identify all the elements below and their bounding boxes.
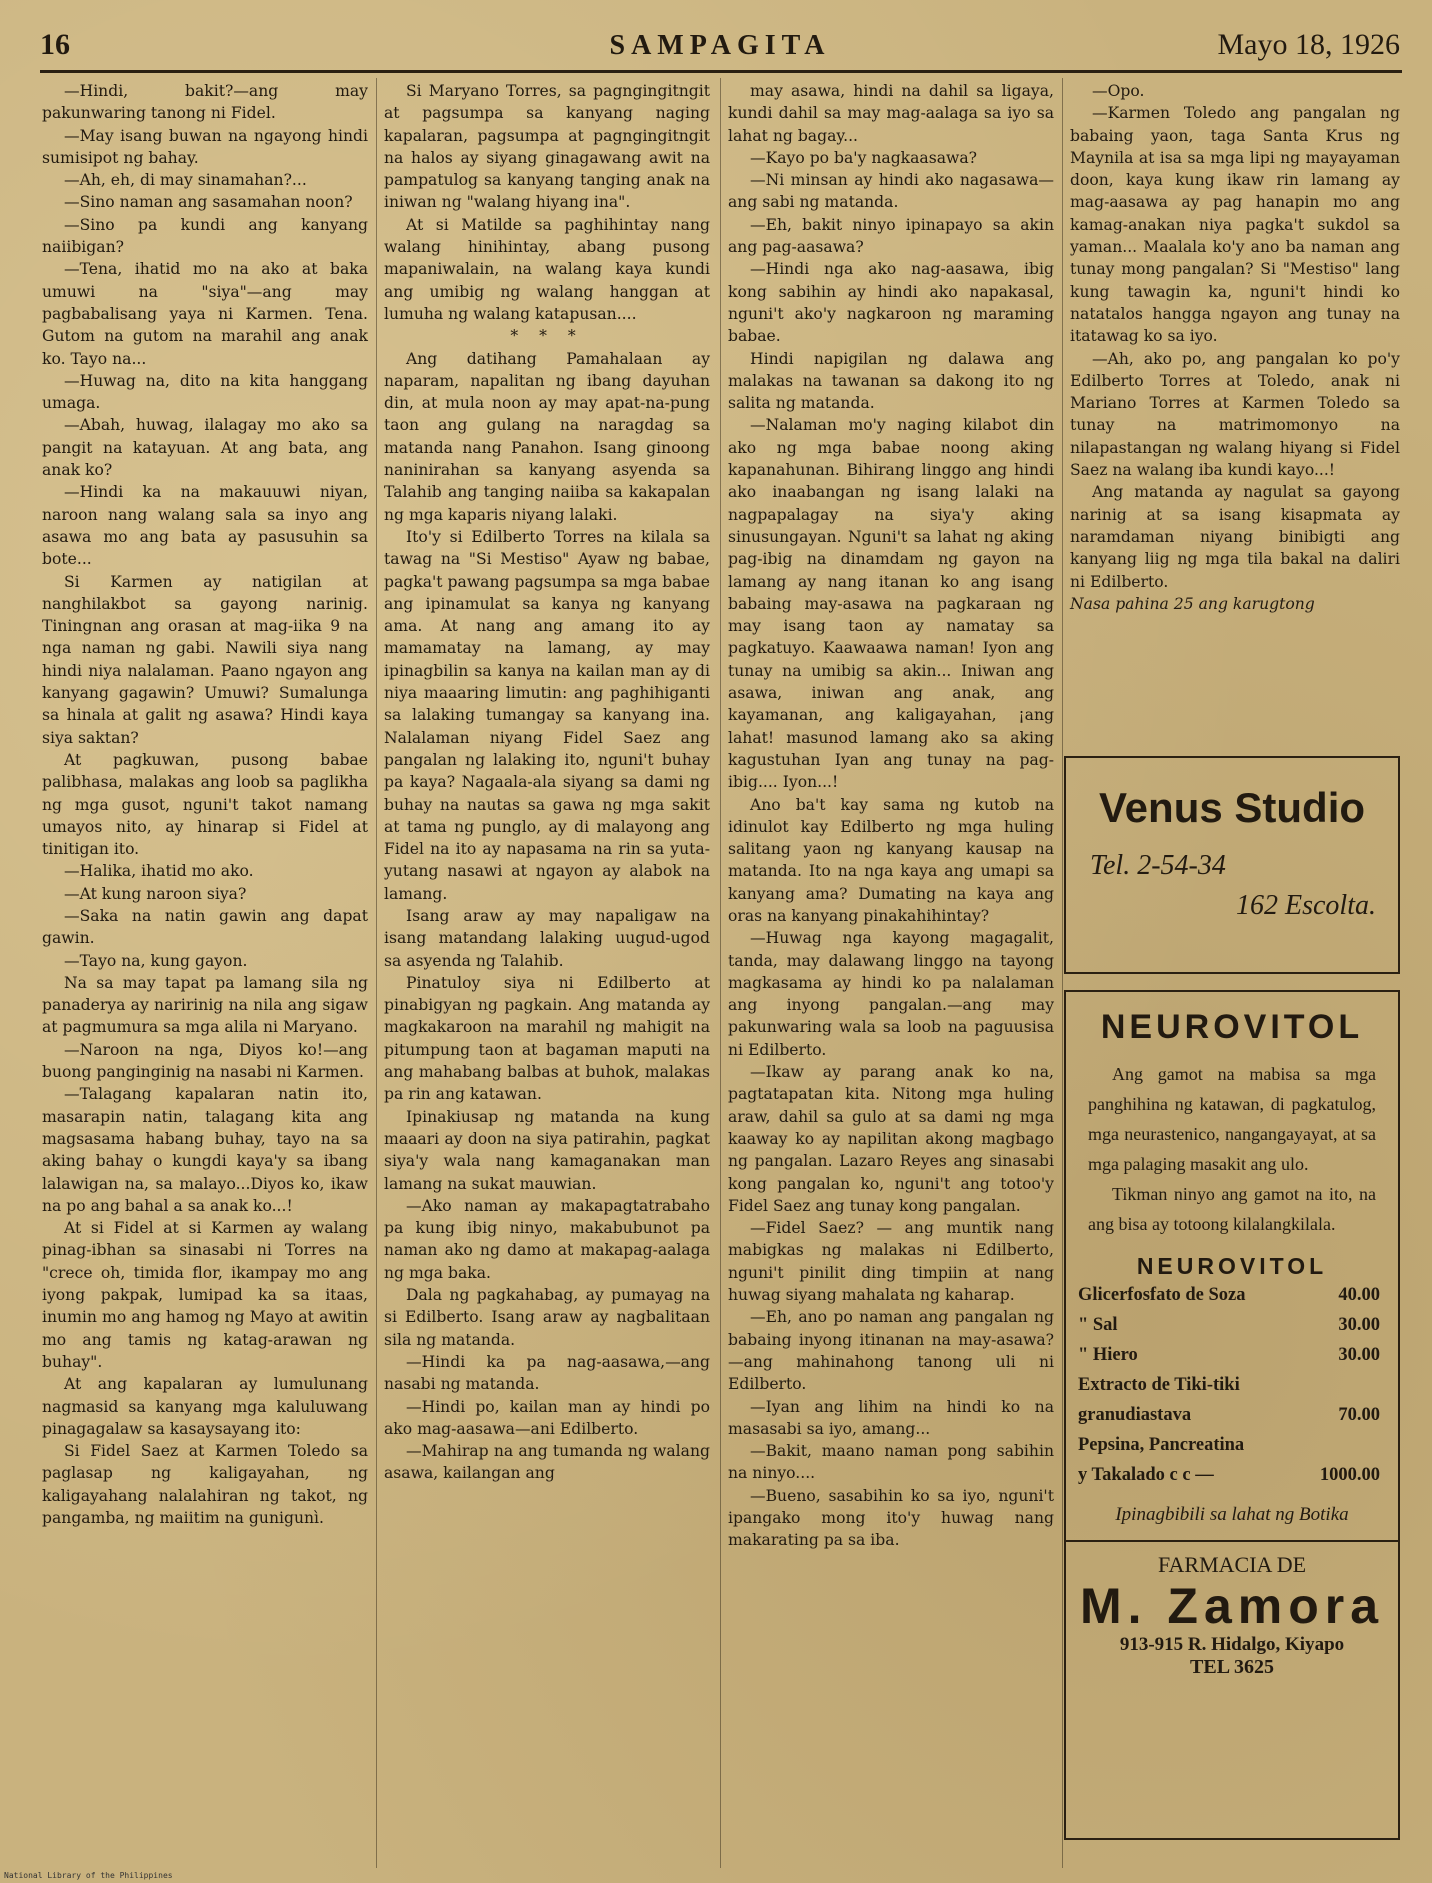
venus-studio-name: Venus Studio (1098, 784, 1366, 831)
paragraph: Ipinakiusap ng matanda na kung maaari ay doon na siya patirahin, pagkat siya'y wala nang kamaganakan man lamang na sukat mauwian. (384, 1107, 710, 1193)
paragraph: Ang datihang Pamahalaan ay naparam, napalitan ng ibang dayuhan din, at mula noon ay may apat-na-pung taon ang gulang na naragdag sa matanda nang Panahon. Isang ginoong naninirahan sa kanyang asyenda sa Talahib ang tanging naiiba sa kakapalan ng mga kaparis niyang lalaki. (384, 349, 710, 524)
article-column-1 (42, 80, 368, 1529)
article-column-2 (384, 80, 710, 1485)
product-price: 70.00 (1338, 1405, 1380, 1425)
ad-divider (1066, 1540, 1398, 1542)
masthead: SAMPAGITA (609, 30, 831, 61)
neurovitol-price-list (1066, 1280, 1398, 1490)
paragraph: —Nalaman mo'y naging kilabot din ako ng mga babae noong aking kapanahunan. Bihirang linggo ang hindi ako inaabangan ng isang lalaki na nagpapalagay na siya'y aking sinusungayan. Nguni't sa lahat ng aking pag-ibig na dinamdam ng gayon na lamang ay nang itanan ko ang isang babaing may-asawa na pagkaraan ng may isang taon ay namatay sa pagkatuyo. Kaawaawa naman! Iyon ang tunay na umibig sa akin... Iniwan ang asawa, iniwan ang anak, ang kayamanan, ang kaligayahan, ¡ang lahat! masunod lamang ako sa aking kagustuhan Iyan ang tunay na pag-ibig.... Iyon...! (728, 416, 1054, 792)
pharmacy-address: 913-915 R. Hidalgo, Kiyapo (1119, 1634, 1345, 1655)
paragraph: —Sino pa kundi ang kanyang naiibigan? (42, 215, 368, 257)
paragraph: —Hindi ka pa nag-aasawa,—ang nasabi ng matanda. (384, 1352, 710, 1394)
price-row (1066, 1400, 1398, 1430)
paragraph: Si Fidel Saez at Karmen Toledo sa paglasap ng kaligayahan, ng kaligayahang nalalahiran ng takot, ng pangamba, ng maiitim na gunigunì. (42, 1442, 368, 1527)
product-name: " Hiero (1078, 1345, 1138, 1365)
paragraph: —Ah, eh, di may sinamahan?... (64, 171, 307, 190)
price-row (1066, 1430, 1398, 1460)
product-price: 30.00 (1338, 1345, 1380, 1365)
paragraph: —May isang buwan na ngayong hindi sumisipot ng bahay. (42, 126, 368, 167)
column-divider (1062, 78, 1063, 1868)
product-name: Pepsina, Pancreatina (1078, 1435, 1245, 1455)
paragraph: —Naroon na nga, Diyos ko!—ang buong panginginig na nasabi ni Karmen. (42, 1040, 368, 1082)
neurovitol-subtitle: NEUROVITOL (1136, 1253, 1328, 1279)
paragraph: Isang araw ay may napaligaw na isang matandang lalaking uugud-ugod sa asyenda ng Talahib. (384, 906, 710, 970)
paragraph: Si Karmen ay natigilan at nanghilakbot sa gayong narinig. Tiningnan ang orasan at mag-iika 9 na nga naman ng gabi. Nawili siya nang hindi niya nalalaman. Paano ngayon ang kanyang gagawin? Umuwi? Sumalunga sa hinala at galit ng asawa? Hindi kaya siya saktan? (42, 572, 368, 747)
product-name: granudiastava (1078, 1405, 1192, 1425)
paragraph: —Mahirap na ang tumanda ng walang asawa, kailangan ang (384, 1442, 710, 1483)
neurovitol-description (1066, 1047, 1398, 1239)
paragraph: Ano ba't kay sama ng kutob na idinulot kay Edilberto ng mga huling salitang yaon ng kanyang kausap na matanda. Ito na nga kaya ang umapi sa kanyang ama? Dumating na kaya ang oras na kanyang pinakahihintay? (728, 795, 1054, 925)
venus-studio-ad (1064, 756, 1400, 974)
page-header (40, 28, 1400, 68)
paragraph: —Abah, huwag, ilalagay mo ako sa pangit na katayuan. At ang bata, ang anak ko? (42, 416, 368, 480)
paragraph: —Fidel Saez? — ang muntik nang mabigkas ng malakas ni Edilberto, nguni't pinilit ding timpiin at nang huwag siyang mahalata ng kaharap. (728, 1219, 1054, 1305)
paragraph: —Halika, ihatid mo ako. (64, 862, 254, 881)
header-rule (40, 70, 1402, 73)
paragraph: Ito'y si Edilberto Torres na kilala sa tawag na "Si Mestiso" Ayaw ng babae, pagka't pawang pagsumpa sa mga babae ang ipinamulat sa kanya ng kanyang ama. At nang ang amang ito ay mamamatay na lamang, ay may ipinagbilin sa kanya na kailan man ay di niya maaaring limutin: ang paghihiganti sa lalaking tumangay sa kanyang ina. Nalalaman niyang Fidel Saez ang pangalan ng lalaking ito, nguni't buhay pa kaya? Nagaala-ala siyang sa dami ng buhay na nautas sa gawa ng mga sakit at tama ng punglo, ay di malayong ang Fidel na ito ay napasama na rin sa yuta-yutang nasawi at ngayon ay alabok na lamang. (384, 527, 710, 903)
product-name: Extracto de Tiki-tiki (1078, 1375, 1240, 1395)
paragraph: At pagkuwan, pusong babae palibhasa, malakas ang loob sa paglikha ng mga gusot, nguni't takot namang umayos nito, ay hinarap si Fidel at tinitigan ito. (42, 750, 368, 859)
paragraph: At si Matilde sa paghihintay nang walang hinihintay, abang pusong mapaniwalain, na walang kaya kundi ang umibig ng walang hanggan at lumuha ng walang katapusan.... (384, 215, 710, 323)
paragraph: Dala ng pagkahabag, ay pumayag na si Edilberto. Isang araw ay nagbalitaan sila ng matanda. (384, 1286, 710, 1349)
paragraph: —Ni minsan ay hindi ako nagasawa—ang sabi ng matanda. (728, 171, 1054, 212)
paragraph: —Bueno, sasabihin ko sa iyo, nguni't ipangako mong ito'y huwag nang makarating pa sa iba. (728, 1486, 1054, 1550)
paragraph: At si Fidel at si Karmen ay walang pinag-ibhan sa sinasabi ni Torres na "crece oh, timida flor, ikampay mo ang iyong pakpak, lumipad ka sa itaas, inumin mo ang hamog ng Mayo at awitin mo ang tamis ng katag-arawan ng buhay". (42, 1219, 368, 1371)
article-column-4 (1070, 80, 1400, 615)
paragraph: Ang matanda ay nagulat sa gayong narinig at sa isang kisapmata ay naramdaman niyang binibigti ang kanyang liig ng mga tila bakal na daliri ni Edilberto. (1070, 483, 1400, 591)
paragraph: —Iyan ang lihim na hindi ko na masasabi sa iyo, amang... (728, 1397, 1054, 1438)
neurovitol-ad (1064, 990, 1400, 1840)
paragraph: —Eh, bakit ninyo ipinapayo sa akin ang pag-aasawa? (728, 215, 1054, 257)
column-divider (376, 78, 377, 1868)
venus-studio-address: 162 Escolta. (1236, 890, 1376, 921)
product-price: 1000.00 (1319, 1465, 1380, 1485)
paragraph: At ang kapalaran ay lumulunang nagmasid sa kanyang mga kaluluwang pinagagalaw sa kasaysayang ito: (42, 1375, 368, 1438)
pharmacy-name: M. Zamora (1079, 1578, 1385, 1634)
continued-note: Nasa pahina 25 ang karugtong (1070, 594, 1315, 613)
paragraph: —Eh, ano po naman ang pangalan ng babaing inyong itinanan na may-asawa?—ang mahinahong tanong uli ni Edilberto. (728, 1308, 1054, 1394)
paragraph: —Talagang kapalaran natin ito, masarapin natin, talagang kita ang magsasama habang buhay, tayo na sa aking bahay o kungdi kaya'y sa ibang lalawigan na, sa malayo...Diyos ko, ikaw na po ang bahal a sa anak ko...! (42, 1085, 368, 1215)
pharmacy-tel: TEL 3625 (1190, 1656, 1274, 1678)
paragraph: —Bakit, maano naman pong sabihin na ninyo.... (728, 1442, 1054, 1483)
neurovitol-title: NEUROVITOL (1100, 1008, 1364, 1046)
paragraph: —Huwag na, dito na kita hanggang umaga. (42, 371, 368, 413)
paragraph: —Kayo po ba'y nagkaasawa? (750, 148, 978, 167)
paragraph: * * * (510, 327, 584, 346)
price-row (1066, 1460, 1398, 1490)
paragraph: —Karmen Toledo ang pangalan ng babaing yaon, taga Santa Krus ng Maynila at isa sa mga lipi ng mayayaman doon, kaya kung ikaw rin lamang ay mag-aasawa ay pag hanapin mo ang kamag-anakan niya pagka't sukdol sa yaman... Maalala ko'y ano ba naman ang tunay mong pangalan? Si "Mestiso" lang kung tawagin ka, nguni't hindi ko natatalos hangga ngayon ang tunay na itatawag ko sa iyo. (1070, 104, 1400, 346)
paragraph: —Hindi nga ako nag-aasawa, ibig kong sabihin ay hindi ako napakasal, nguni't ako'y nagkaroon ng maraming babae. (728, 260, 1054, 346)
product-price: 40.00 (1338, 1285, 1380, 1305)
price-row (1066, 1280, 1398, 1310)
pharmacy-label: FARMACIA DE (1157, 1552, 1307, 1577)
paragraph: —Ako naman ay makapagtatrabaho pa kung ibig ninyo, makabubunot pa naman ako ng damo at makapag-aalaga ng mga baka. (384, 1196, 710, 1282)
price-row (1066, 1340, 1398, 1370)
product-name: Glicerfosfato de Soza (1078, 1285, 1246, 1305)
paragraph: Si Maryano Torres, sa pagngingitngit at pagsumpa sa kanyang naging kapalaran, pagsumpa at pagngingitngit na halos ay siyang ginagawang awit na pampatulog sa kanyang tanging anak na iniwan ng "walang hiyang ina". (384, 82, 710, 212)
library-credit: National Library of the Philippines (4, 1871, 173, 1880)
paragraph: —Ikaw ay parang anak ko na, pagtatapatan kita. Nitong mga huling araw, dahil sa gulo at sa dami ng mga kaaway ko ay napilitan akong magbago ng pangalan. Lazaro Reyes ang sinasabi kong pangalan ko, nguni't ang totoo'y Fidel Saez ang tunay kong pangalan. (728, 1063, 1054, 1215)
paragraph: —Ah, ako po, ang pangalan ko po'y Edilberto Torres at Toledo, anak ni Mariano Torres at Karmen Toledo sa tunay na matrimomonyo na nilapastangan ng walang hiyang si Fidel Saez na walang iba kundi kayo...! (1070, 349, 1400, 480)
product-name: " Sal (1078, 1315, 1118, 1335)
paragraph: Na sa may tapat pa lamang sila ng panaderya ay naririnig na nila ang sigaw at pagmumura sa mga alila ni Maryano. (42, 973, 368, 1037)
neurovitol-desc-1: Ang gamot na mabisa sa mga panghihina ng katawan, di pagkatulog, mga neurastenico, nangangayayat, at sa mga palaging masakit ang ulo. (1088, 1064, 1376, 1174)
article-column-3 (728, 80, 1054, 1552)
price-row (1066, 1310, 1398, 1340)
paragraph: —Huwag nga kayong magagalit, tanda, may dalawang linggo na tayong magkasama ay hindi ko pa nalalaman ang inyong pangalan.—ang may pakunwaring wala sa loob na paguusisa ni Edilberto. (728, 929, 1054, 1059)
paragraph: —At kung naroon siya? (64, 884, 247, 903)
neurovitol-desc-2: Tikman ninyo ang gamot na ito, na ang bisa ay totoong kilalangkilala. (1088, 1184, 1376, 1234)
venus-studio-tel: Tel. 2-54-34 (1090, 850, 1226, 881)
paragraph: —Opo. (1092, 82, 1145, 100)
paragraph: —Hindi ka na makauuwi niyan, naroon nang walang sala sa inyo ang asawa mo ang bata ay pasusuhin sa bote... (42, 483, 368, 569)
paragraph: —Sino naman ang sasamahan noon? (64, 193, 353, 212)
paragraph: —Saka na natin gawin ang dapat gawin. (42, 906, 368, 948)
neurovitol-note: Ipinagbibili sa lahat ng Botika (1115, 1504, 1349, 1525)
product-price: 30.00 (1338, 1315, 1380, 1335)
paragraph: may asawa, hindi na dahil sa ligaya, kundi dahil sa may mag-aalaga sa iyo sa lahat ng bagay... (728, 82, 1054, 145)
paragraph: Hindi napigilan ng dalawa ang malakas na tawanan sa dakong ito ng salita ng matanda. (728, 349, 1054, 413)
paragraph: Pinatuloy siya ni Edilberto at pinabigyan ng pagkain. Ang matanda ay magkakaroon na marahil ng mahigit na pitumpung taon at bagaman maputi na ang mahabang balbas at buhok, malakas pa rin ang katawan. (384, 973, 710, 1104)
paragraph: —Tena, ihatid mo na ako at baka umuwi na "siya"—ang may pagbabalisang yaya ni Karmen. Tena. Gutom na gutom na marahil ang anak ko. Tayo na... (42, 260, 368, 368)
product-name: y Takalado c c — (1078, 1465, 1214, 1485)
price-row (1066, 1370, 1398, 1400)
paragraph: —Hindi, bakit?—ang may pakunwaring tanong ni Fidel. (42, 82, 368, 123)
page-number: 16 (40, 28, 70, 61)
issue-date: Mayo 18, 1926 (1217, 28, 1400, 61)
paragraph: —Hindi po, kailan man ay hindi po ako mag-aasawa—ani Edilberto. (384, 1397, 710, 1438)
column-divider (720, 78, 721, 1868)
paragraph: —Tayo na, kung gayon. (64, 951, 248, 970)
